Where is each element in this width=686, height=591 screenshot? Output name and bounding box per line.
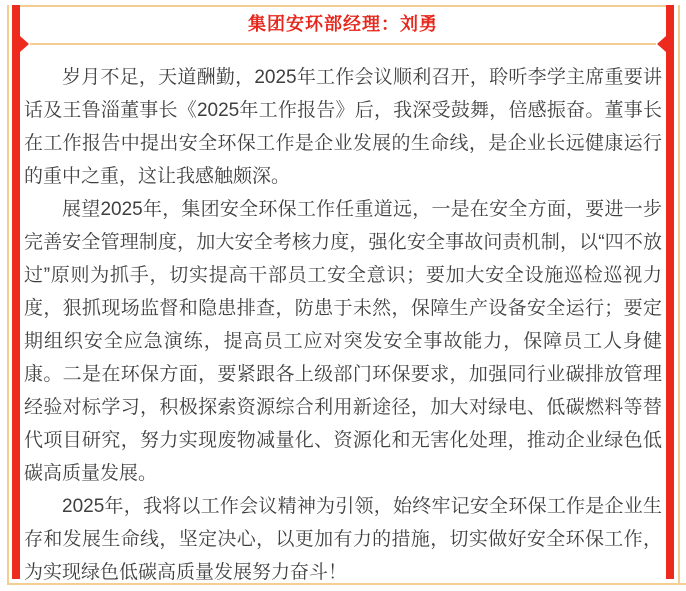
title-underline-rule [30,43,656,45]
paragraph-intro: 岁月不足，天道酬勤，2025年工作会议顺利召开，聆听李学主席重要讲话及王鲁淄董事长《2025年工作报告》后，我深受鼓舞，倍感振奋。董事长在工作报告中提出安全环保工作是企业发展的生命线，是企业长远健康运行的重中之重，这让我感触颇深。 [24,67,662,187]
right-red-arrow-icon [657,36,666,52]
paragraph-conclusion: 2025年，我将以工作会议精神为引领，始终牢记安全环保工作是企业生存和发展生命线，坚定决心，以更加有力的措施，切实做好安全环保工作，为实现绿色低碳高质量发展努力奋斗！ [24,496,662,583]
left-gold-border-line [7,5,9,584]
top-gold-border-line [12,5,674,7]
left-red-border-bar [12,5,20,579]
page-title: 集团安环部经理：刘勇 [248,14,438,34]
left-red-arrow-icon [20,36,29,52]
paragraph-outlook: 展望2025年，集团安全环保工作任重道远，一是在安全方面，要进一步完善安全管理制度，加大安全考核力度，强化安全事故问责机制，以“四不放过”原则为抓手，切实提高干部员工安全意识；要加大安全设施巡检巡视力度，狠抓现场监督和隐患排查，防患于未然，保障生产设备安全运行；要定期组织安全应急演练，提高员工应对突发安全事故能力，保障员工人身健康。二是在环保方面，要紧跟各上级部门环保要求，加强同行业碳排放管理经验对标学习，积极探索资源综合利用新途径，加大对绿电、低碳燃料等替代项目研究，努力实现废物减量化、资源化和无害化处理，推动企业绿色低碳高质量发展。 [24,199,662,484]
article-body [24,61,662,589]
right-red-border-bar [666,5,674,579]
right-gold-border-line [678,5,680,584]
